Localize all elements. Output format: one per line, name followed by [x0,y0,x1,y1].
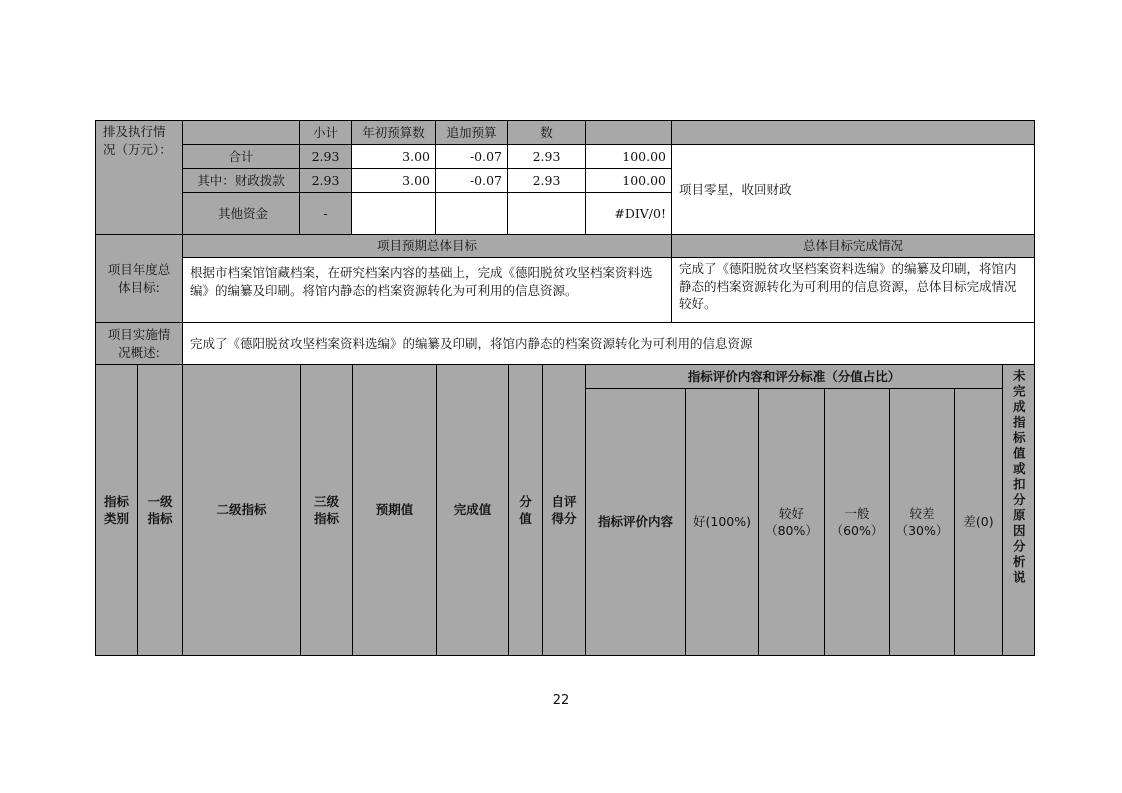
level2-indicator-header: 二级指标 [182,364,301,656]
grade-fair-good-percent: （80%） [765,523,818,538]
header-additional-budget: 追加预算 [435,120,508,145]
row-other-initial [351,192,436,235]
grade-average-header [824,388,890,656]
row-total-additional: -0.07 [435,144,508,169]
grade-poor-label: 较差 [909,505,935,521]
expected-goal-header: 项目预期总体目标 [182,234,672,258]
grade-bad-header: 差(0) [954,388,1003,656]
completed-value-header: 完成值 [436,364,509,656]
header-note-blank [671,120,1035,145]
row-other-actual [507,192,586,235]
budget-header-blank [182,120,300,145]
expected-goal-text: 根据市档案馆馆藏档案，在研究档案内容的基础上，完成《德阳脱贫攻坚档案资料选编》的编纂及印刷。将馆内静态的档案资源转化为可利用的信息资源。 [182,257,672,323]
grade-average-percent: （60%） [830,523,884,538]
row-fiscal-subtotal: 2.93 [299,168,352,193]
score-header: 分值 [508,364,543,656]
page-number: 22 [552,693,570,708]
row-other-rate: #DIV/0! [585,192,672,235]
row-other-additional [435,192,508,235]
goal-completion-header: 总体目标完成情况 [671,234,1035,258]
grade-fair-good-header [758,388,825,656]
implementation-row-label: 项目实施情况概述: [95,322,183,365]
row-other-label: 其他资金 [182,192,300,235]
budget-row-label: 排及执行情况（万元）： [95,120,183,235]
row-fiscal-initial: 3.00 [351,168,436,193]
header-subtotal: 小计 [299,120,352,145]
unfinished-reason-header: 未完成指标值或扣分原因分析说 [1002,364,1035,656]
evaluation-content-header: 指标评价内容 [585,388,686,656]
row-total-actual: 2.93 [507,144,586,169]
grade-good-header: 好(100%) [685,388,759,656]
self-score-header: 自评得分 [542,364,586,656]
goals-row-label: 项目年度总体目标: [95,234,183,323]
row-total-initial: 3.00 [351,144,436,169]
evaluation-table [95,120,1035,656]
row-fiscal-label: 其中：财政拨款 [182,168,300,193]
expected-value-header: 预期值 [352,364,437,656]
row-other-subtotal: - [299,192,352,235]
level1-indicator-header: 一级指标 [137,364,183,656]
grade-poor-header [889,388,955,656]
criteria-header: 指标评价内容和评分标准（分值占比） [585,364,1003,389]
row-total-label: 合计 [182,144,300,169]
header-rate-blank [585,120,672,145]
header-actual: 数 [507,120,586,145]
row-fiscal-rate: 100.00 [585,168,672,193]
budget-note: 项目零星，收回财政 [671,144,1035,235]
goal-completion-text: 完成了《德阳脱贫攻坚档案资料选编》的编纂及印刷，将馆内静态的档案资源转化为可利用的信息资源，总体目标完成情况较好。 [671,257,1035,323]
implementation-text: 完成了《德阳脱贫攻坚档案资料选编》的编纂及印刷，将馆内静态的档案资源转化为可利用的信息资源 [182,322,1035,365]
level3-indicator-header: 三级指标 [300,364,353,656]
grade-average-label: 一般 [844,505,870,521]
row-total-rate: 100.00 [585,144,672,169]
header-initial-budget: 年初预算数 [351,120,436,145]
grade-poor-percent: （30%） [895,523,949,538]
indicator-category-header: 指标类别 [95,364,138,656]
row-fiscal-actual: 2.93 [507,168,586,193]
row-total-subtotal: 2.93 [299,144,352,169]
row-fiscal-additional: -0.07 [435,168,508,193]
grade-fair-good-label: 较好 [778,505,804,521]
